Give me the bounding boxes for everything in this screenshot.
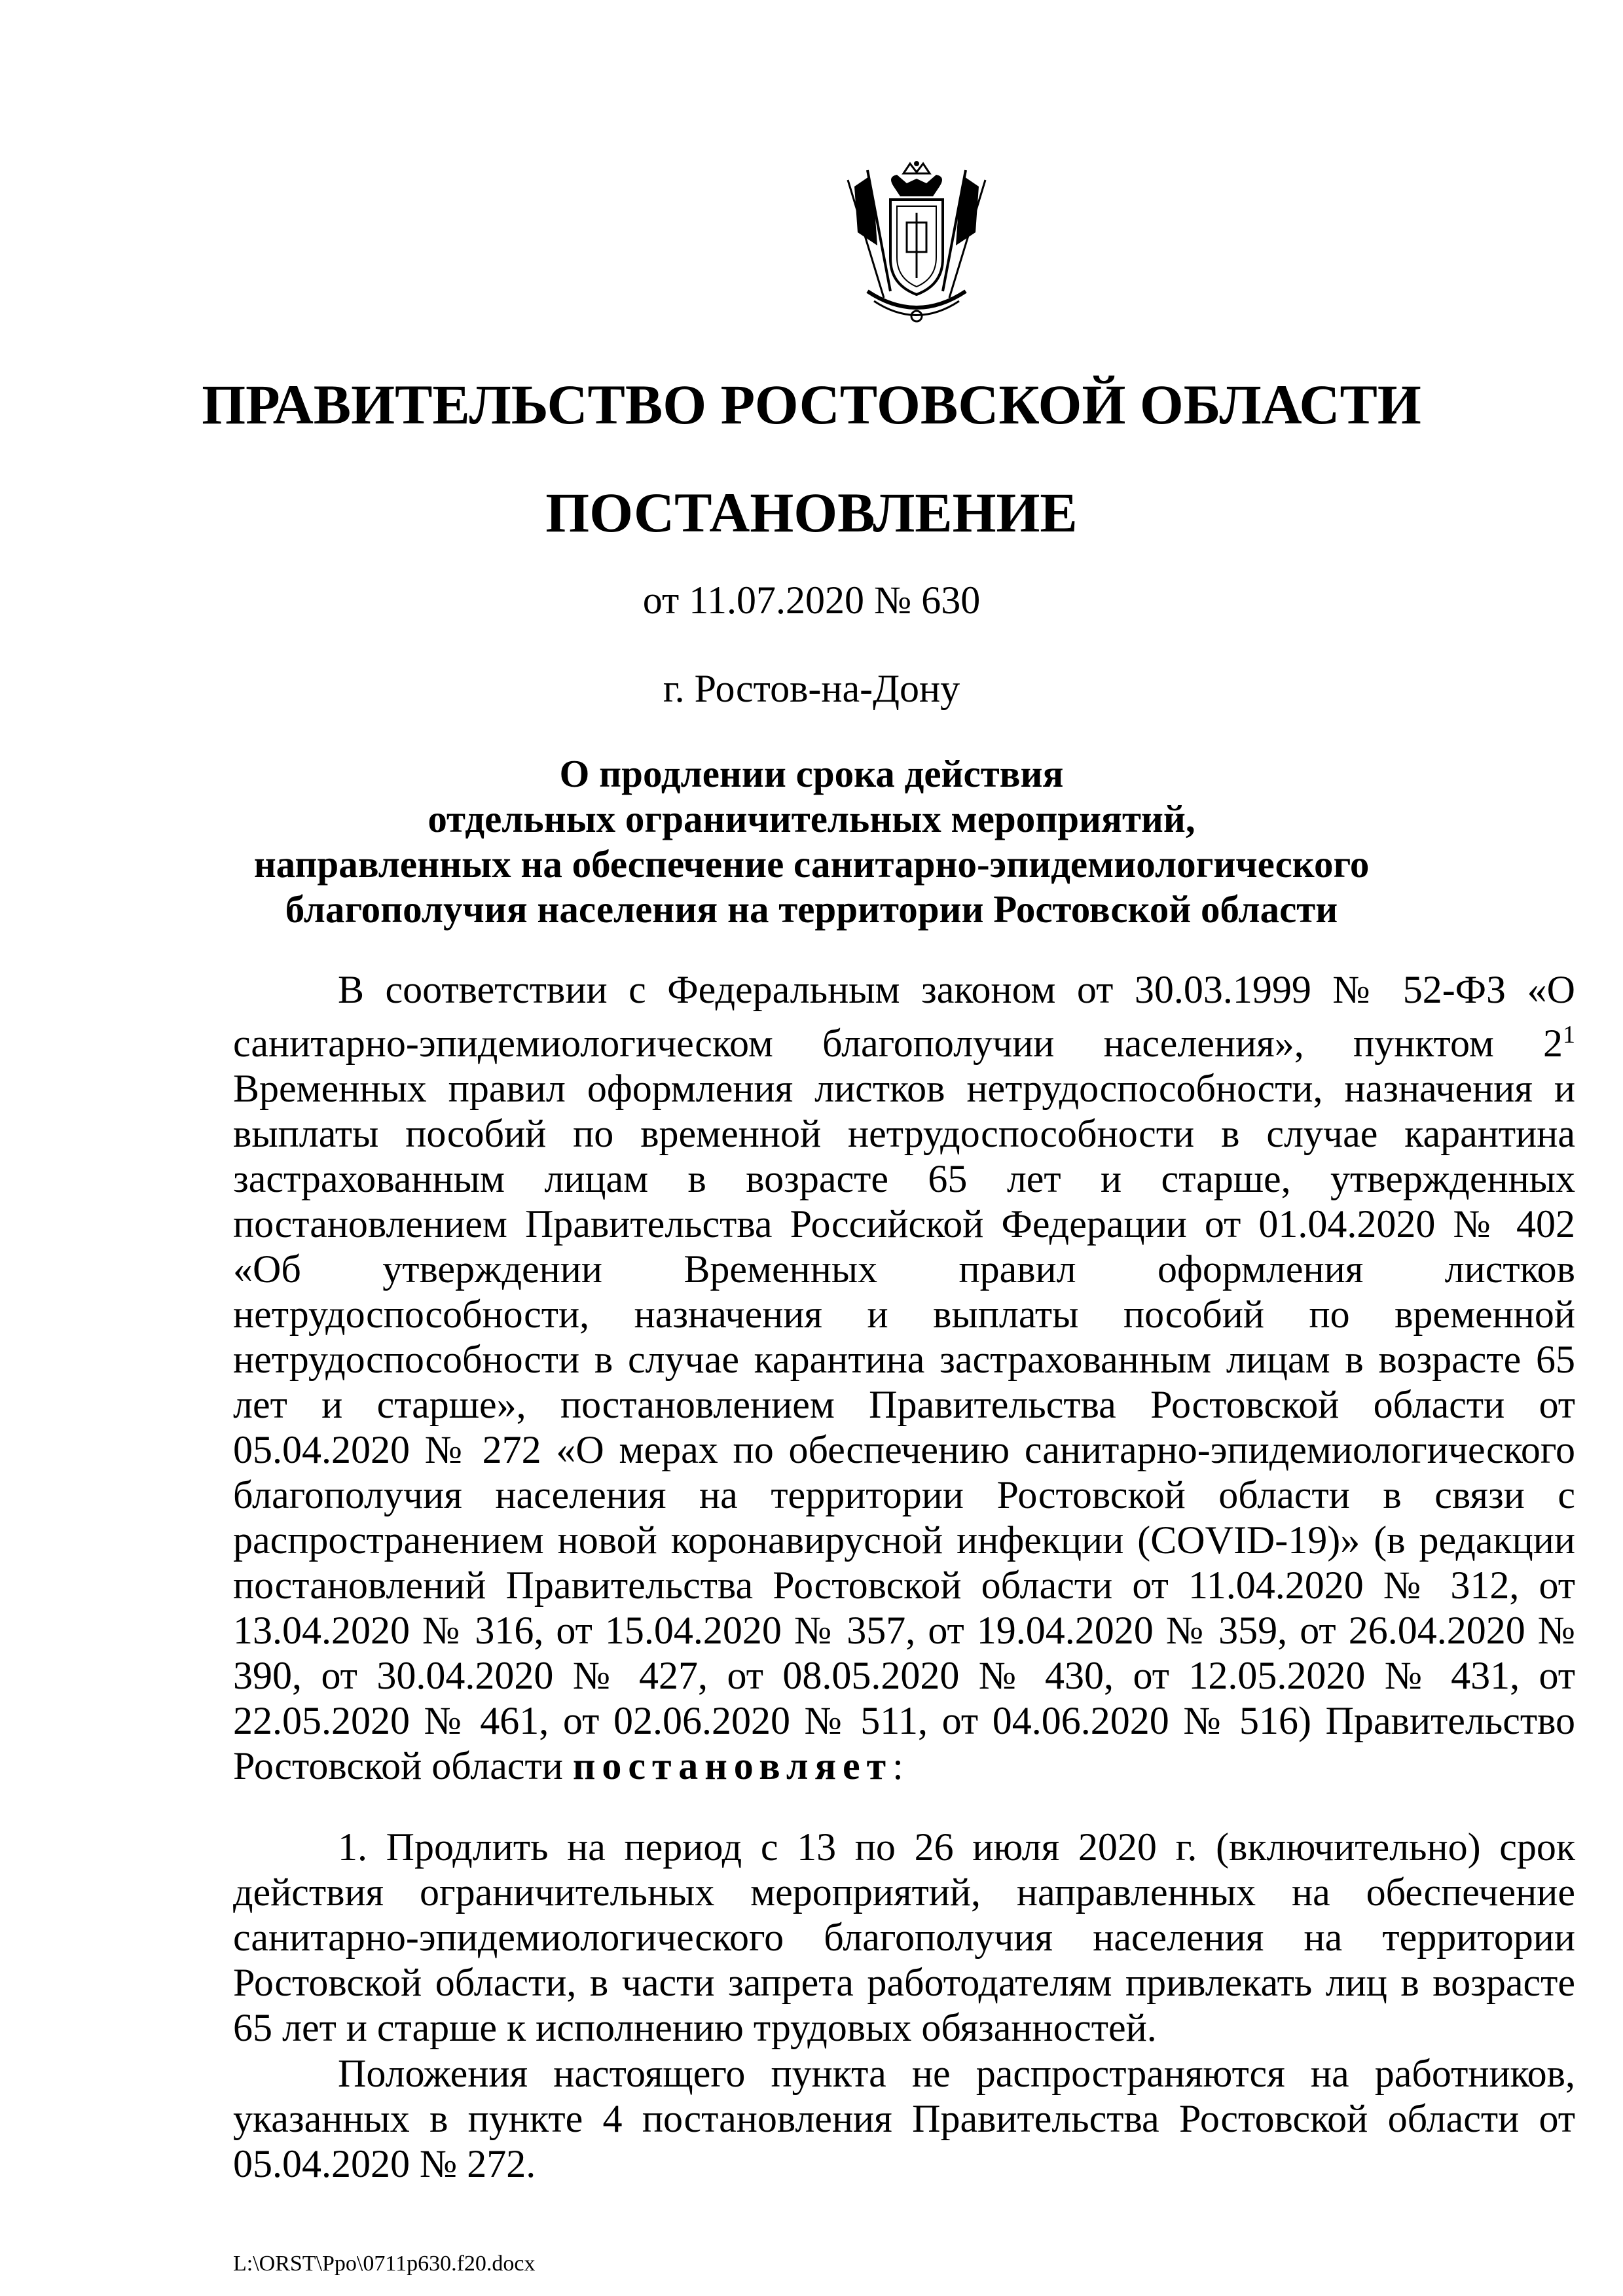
- date-number: от 11.07.2020 № 630: [642, 579, 981, 622]
- subject-line-3: направленных на обеспечение санитарно-эпидемиологического: [253, 842, 1370, 886]
- preamble-superscript: 1: [1563, 1021, 1575, 1049]
- rostov-oblast-coat-of-arms-icon: [828, 160, 1005, 331]
- item-1-paragraph: [233, 1825, 1575, 2051]
- preamble-text-start: В соответствии с Федеральным законом от 30.03.1999 № 52-ФЗ «О санитарно-эпидемиологическом благополучии населения», пунктом 2: [233, 968, 1575, 1065]
- footer-file-path: L:\ORST\Ppo\0711p630.f20.docx: [233, 2251, 536, 2276]
- resolves-colon: :: [892, 1744, 903, 1787]
- preamble-text-rest: Временных правил оформления листков нетрудоспособности, назначения и выплаты пособий по временной нетрудоспособности в случае карантина застрахованным лицам в возрасте 65 лет и старше, утвержденных постановлением Правительства Российской Федерации от 01.04.2020 № 402 «Об утверждении Временных правил оформления листков нетрудоспособности, назначения и выплаты пособий по временной нетрудоспособности в случае карантина застрахованным лицам в возрасте 65 лет и старше», постановлением Правительства Ростовской области от 05.04.2020 № 272 «О мерах по обеспечению санитарно-эпидемиологического благополучия населения на территории Ростовской области в связи с распространением новой коронавирусной инфекции (COVID-19)» (в редакции постановлений Правительства Ростовской области от 11.04.2020 № 312, от 13.04.2020 № 316, от 15.04.2020 № 357, от 19.04.2020 № 359, от 26.04.2020 № 390, от 30.04.2020 № 427, от 08.05.2020 № 430, от 12.05.2020 № 431, от 22.05.2020 № 461, от 02.06.2020 № 511, от 04.06.2020 № 516) Правительство Ростовской области: [233, 1067, 1575, 1787]
- document-type: ПОСТАНОВЛЕНИЕ: [545, 481, 1078, 544]
- item-1-note-paragraph: [233, 2051, 1575, 2187]
- document-subject: [0, 751, 1623, 932]
- item-1-text: 1. Продлить на период с 13 по 26 июля 2020 г. (включительно) срок действия ограничительных мероприятий, направленных на обеспечение санитарно-эпидемиологического благополучия населения на территории Ростовской области, в части запрета работодателям привлекать лиц в возрасте 65 лет и старше к исполнению трудовых обязанностей.: [233, 1825, 1575, 2049]
- government-title: ПРАВИТЕЛЬСТВО РОСТОВСКОЙ ОБЛАСТИ: [202, 373, 1421, 436]
- preamble-paragraph: [233, 967, 1575, 1789]
- subject-line-2: отдельных ограничительных мероприятий,: [428, 797, 1195, 840]
- item-1-note-text: Положения настоящего пункта не распространяются на работников, указанных в пункте 4 постановления Правительства Ростовской области от 05.04.2020 № 272.: [233, 2052, 1575, 2185]
- subject-line-1: О продлении срока действия: [559, 752, 1064, 795]
- resolves-word: постановляет: [572, 1744, 893, 1787]
- subject-line-4: благополучия населения на территории Ростовской области: [285, 888, 1338, 931]
- city: г. Ростов-на-Дону: [663, 667, 960, 710]
